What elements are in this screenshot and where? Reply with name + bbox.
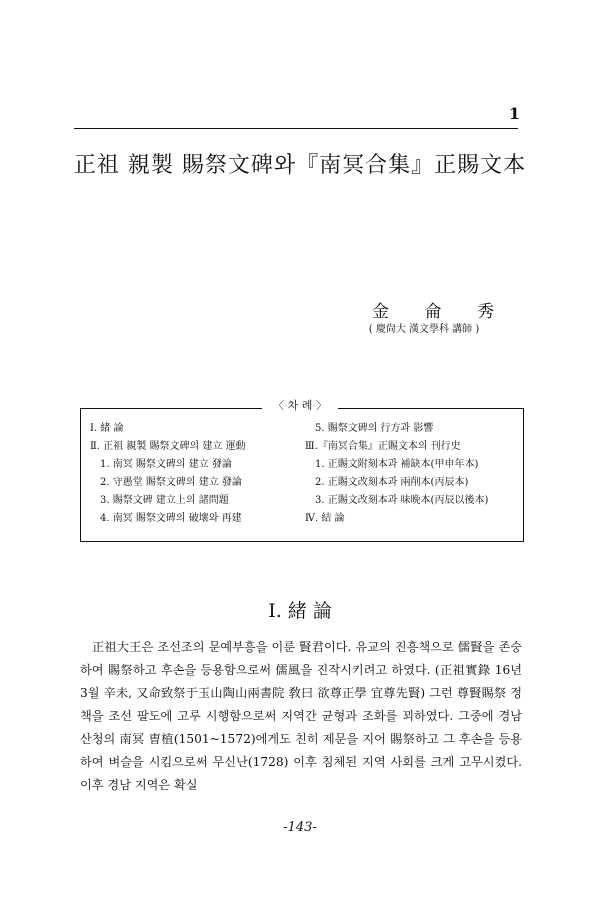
toc-item: 2. 正賜文改刻本과 兩削本(丙辰本) [315, 477, 469, 488]
body-paragraph: 正祖大王은 조선조의 문예부흥을 이룬 賢君이다. 유교의 진흥책으로 儒賢을 존숭하여 賜祭하고 후손을 등용함으로써 儒風을 진작시키려고 하였다. (正祖實錄 16년 3월 辛未, 又命致祭于玉山陶山兩書院 敎曰 欲尊正學 宜尊先賢) 그런 尊賢賜祭 정책을 조선 팔도에 고루 시행함으로써 지역간 균형과 조화를 꾀하였다. 그중에 경남 산청의 南冥 曺植(1501~1572)에게도 친히 제문을 지어 賜祭하고 그 후손을 등용하여 벼슬을 시킴으로써 무신난(1728) 이후 침체된 지역 사회를 크게 고무시켰다. 이후 경남 지역은 확실 [80, 640, 522, 792]
page-footer-number: -143- [283, 820, 317, 835]
toc-item: 1. 南冥 賜祭文碑의 建立 發論 [100, 459, 232, 470]
toc-item: 2. 守愚堂 賜祭文碑의 建立 發論 [100, 477, 242, 488]
author-affiliation: ( 慶尙大 漢文學科 講師 ) [368, 324, 480, 335]
toc-item: Ⅱ. 正祖 親製 賜祭文碑의 建立 運動 [90, 441, 246, 452]
section-heading: Ⅰ. 緒 論 [268, 600, 332, 622]
page-header-number: 1 [508, 104, 520, 123]
header-rule [74, 128, 518, 129]
toc-item: 5. 賜祭文碑의 行方과 影響 [315, 423, 434, 434]
toc-item: Ⅰ. 緒 論 [90, 423, 124, 434]
author-char: 金 [372, 302, 389, 322]
toc-item: 3. 賜祭文碑 建立上의 諸問題 [100, 495, 229, 506]
toc-item: 4. 南冥 賜祭文碑의 破壞와 再建 [100, 513, 242, 524]
toc-item: Ⅲ.『南冥合集』正賜文本의 刊行史 [305, 441, 461, 452]
paper-title: 正祖 親製 賜祭文碑와『南冥合集』正賜文本 [73, 153, 527, 178]
author-char: 侖 [424, 302, 442, 322]
toc-label: 〈 차 례 〉 [262, 397, 338, 413]
toc-left-column [90, 420, 246, 528]
toc-item: Ⅳ. 結 論 [305, 513, 345, 524]
toc-right-column [305, 420, 488, 528]
author-char: 秀 [477, 302, 494, 322]
toc-item: 3. 正賜文改刻本과 味晩本(丙辰以後本) [315, 495, 489, 506]
author-name [372, 297, 494, 322]
toc-item: 1. 正賜文附刻本과 補缺本(甲申年本) [315, 459, 479, 470]
body-text [80, 636, 522, 797]
